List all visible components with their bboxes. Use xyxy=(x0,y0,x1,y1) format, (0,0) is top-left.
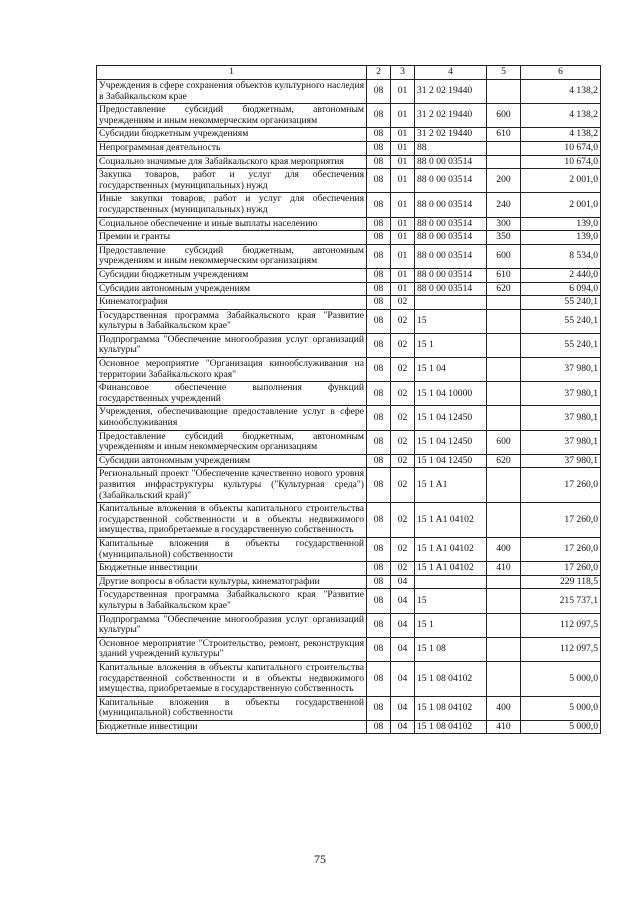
table-row xyxy=(97,562,601,576)
row-amount: 5 000,0 xyxy=(521,696,601,720)
row-amount: 37 980,1 xyxy=(521,454,601,468)
row-name: Субсидии бюджетным учреждениям xyxy=(97,268,367,282)
row-target-article: 15 1 A1 04102 xyxy=(415,503,487,538)
table-row xyxy=(97,231,601,245)
row-name: Подпрограмма "Обеспечение многообразия услуг организаций культуры" xyxy=(97,613,367,637)
row-expense-type xyxy=(487,468,521,503)
table-row xyxy=(97,661,601,696)
row-expense-type xyxy=(487,637,521,661)
row-subsection: 02 xyxy=(391,468,415,503)
row-expense-type xyxy=(487,406,521,430)
table-row xyxy=(97,696,601,720)
row-subsection: 01 xyxy=(391,193,415,217)
table-body xyxy=(97,80,601,734)
row-section: 08 xyxy=(367,537,391,561)
row-amount: 17 260,0 xyxy=(521,468,601,503)
row-target-article: 88 0 00 03514 xyxy=(415,217,487,231)
row-section: 08 xyxy=(367,80,391,104)
row-amount: 2 440,0 xyxy=(521,268,601,282)
row-name: Капитальные вложения в объекты капитального строительства государственной собственности и в объекты недвижимого имущества, приобретаемые в государственную собственность xyxy=(97,661,367,696)
row-name: Бюджетные инвестиции xyxy=(97,720,367,734)
table-row xyxy=(97,589,601,613)
row-target-article: 15 1 08 xyxy=(415,637,487,661)
row-subsection: 02 xyxy=(391,296,415,310)
row-amount: 17 260,0 xyxy=(521,562,601,576)
row-name: Капитальные вложения в объекты государственной (муниципальной) собственности xyxy=(97,696,367,720)
row-target-article: 88 0 00 03514 xyxy=(415,155,487,169)
row-section: 08 xyxy=(367,358,391,382)
row-amount: 5 000,0 xyxy=(521,720,601,734)
row-section: 08 xyxy=(367,333,391,357)
row-name: Премии и гранты xyxy=(97,231,367,245)
row-amount: 112 097,5 xyxy=(521,637,601,661)
row-target-article: 15 1 04 12450 xyxy=(415,406,487,430)
table-row xyxy=(97,193,601,217)
row-section: 08 xyxy=(367,430,391,454)
row-section: 08 xyxy=(367,193,391,217)
table-row xyxy=(97,309,601,333)
row-section: 08 xyxy=(367,231,391,245)
row-name: Основное мероприятие "Строительство, ремонт, реконструкция зданий учреждений культуры" xyxy=(97,637,367,661)
row-target-article: 31 2 02 19440 xyxy=(415,104,487,128)
row-section: 08 xyxy=(367,141,391,155)
page-number: 75 xyxy=(314,852,326,866)
row-expense-type: 350 xyxy=(487,231,521,245)
table-row xyxy=(97,503,601,538)
row-expense-type xyxy=(487,309,521,333)
row-target-article: 88 0 00 03514 xyxy=(415,169,487,193)
row-expense-type xyxy=(487,333,521,357)
row-target-article: 31 2 02 19440 xyxy=(415,80,487,104)
row-expense-type: 410 xyxy=(487,562,521,576)
row-expense-type: 300 xyxy=(487,217,521,231)
row-target-article xyxy=(415,575,487,589)
row-section: 08 xyxy=(367,217,391,231)
row-expense-type xyxy=(487,503,521,538)
row-section: 08 xyxy=(367,244,391,268)
row-target-article: 88 xyxy=(415,141,487,155)
row-section: 08 xyxy=(367,155,391,169)
row-subsection: 04 xyxy=(391,589,415,613)
header-cell-expense-type: 5 xyxy=(487,66,521,80)
row-section: 08 xyxy=(367,104,391,128)
row-expense-type xyxy=(487,589,521,613)
row-expense-type xyxy=(487,575,521,589)
row-name: Социально значимые для Забайкальского края мероприятия xyxy=(97,155,367,169)
row-subsection: 01 xyxy=(391,268,415,282)
row-subsection: 01 xyxy=(391,80,415,104)
row-expense-type: 200 xyxy=(487,169,521,193)
row-target-article: 15 1 xyxy=(415,333,487,357)
row-subsection: 04 xyxy=(391,637,415,661)
row-expense-type xyxy=(487,80,521,104)
table-row xyxy=(97,613,601,637)
row-target-article: 15 xyxy=(415,589,487,613)
table-row xyxy=(97,333,601,357)
row-subsection: 04 xyxy=(391,613,415,637)
row-name: Предоставление субсидий бюджетным, автономным учреждениям и иным некоммерческим организациям xyxy=(97,244,367,268)
row-expense-type: 410 xyxy=(487,720,521,734)
row-expense-type: 600 xyxy=(487,104,521,128)
table-row xyxy=(97,637,601,661)
row-expense-type xyxy=(487,661,521,696)
row-expense-type xyxy=(487,296,521,310)
row-name: Государственная программа Забайкальского края "Развитие культуры в Забайкальском крае" xyxy=(97,309,367,333)
table-row xyxy=(97,454,601,468)
row-expense-type: 620 xyxy=(487,454,521,468)
table-row xyxy=(97,141,601,155)
row-name: Закупка товаров, работ и услуг для обеспечения государственных (муниципальных) нужд xyxy=(97,169,367,193)
row-amount: 37 980,1 xyxy=(521,358,601,382)
row-target-article: 15 xyxy=(415,309,487,333)
table-row xyxy=(97,468,601,503)
row-section: 08 xyxy=(367,613,391,637)
budget-table xyxy=(96,65,601,734)
table-row xyxy=(97,155,601,169)
row-subsection: 04 xyxy=(391,720,415,734)
row-amount: 10 674,0 xyxy=(521,155,601,169)
row-name: Непрограммная деятельность xyxy=(97,141,367,155)
row-section: 08 xyxy=(367,454,391,468)
table-row xyxy=(97,169,601,193)
row-amount: 139,0 xyxy=(521,231,601,245)
row-name: Кинематография xyxy=(97,296,367,310)
row-amount: 55 240,1 xyxy=(521,309,601,333)
row-target-article: 31 2 02 19440 xyxy=(415,128,487,142)
row-target-article: 15 1 A1 04102 xyxy=(415,562,487,576)
row-subsection: 02 xyxy=(391,430,415,454)
table-row xyxy=(97,104,601,128)
table-row xyxy=(97,128,601,142)
header-row xyxy=(97,66,601,80)
row-expense-type: 600 xyxy=(487,430,521,454)
budget-table-sheet xyxy=(96,65,600,734)
table-row xyxy=(97,358,601,382)
table-row xyxy=(97,575,601,589)
row-subsection: 01 xyxy=(391,217,415,231)
row-amount: 139,0 xyxy=(521,217,601,231)
row-section: 08 xyxy=(367,169,391,193)
row-expense-type xyxy=(487,141,521,155)
row-name: Социальное обеспечение и иные выплаты населению xyxy=(97,217,367,231)
row-expense-type: 620 xyxy=(487,282,521,296)
table-row xyxy=(97,282,601,296)
row-name: Другие вопросы в области культуры, кинематографии xyxy=(97,575,367,589)
row-subsection: 01 xyxy=(391,282,415,296)
header-cell-target-article: 4 xyxy=(415,66,487,80)
row-name: Региональный проект "Обеспечение качественно нового уровня развития инфраструктуры культуры ("Культурная среда") (Забайкальский край)" xyxy=(97,468,367,503)
row-amount: 37 980,1 xyxy=(521,382,601,406)
row-expense-type: 240 xyxy=(487,193,521,217)
table-row xyxy=(97,430,601,454)
row-expense-type: 400 xyxy=(487,696,521,720)
header-cell-name: 1 xyxy=(97,66,367,80)
row-subsection: 01 xyxy=(391,141,415,155)
row-expense-type xyxy=(487,358,521,382)
row-target-article: 15 1 xyxy=(415,613,487,637)
header-cell-amount: 6 xyxy=(521,66,601,80)
row-name: Бюджетные инвестиции xyxy=(97,562,367,576)
row-target-article: 15 1 08 04102 xyxy=(415,720,487,734)
row-expense-type: 400 xyxy=(487,537,521,561)
row-amount: 2 001,0 xyxy=(521,169,601,193)
row-amount: 17 260,0 xyxy=(521,537,601,561)
row-section: 08 xyxy=(367,382,391,406)
row-name: Субсидии автономным учреждениям xyxy=(97,282,367,296)
row-amount: 6 094,0 xyxy=(521,282,601,296)
header-cell-subsection: 3 xyxy=(391,66,415,80)
row-target-article: 88 0 00 03514 xyxy=(415,193,487,217)
row-name: Предоставление субсидий бюджетным, автономным учреждениям и иным некоммерческим организациям xyxy=(97,430,367,454)
row-subsection: 01 xyxy=(391,231,415,245)
row-subsection: 02 xyxy=(391,309,415,333)
row-name: Предоставление субсидий бюджетным, автономным учреждениям и иным некоммерческим организациям xyxy=(97,104,367,128)
row-subsection: 04 xyxy=(391,661,415,696)
row-subsection: 02 xyxy=(391,454,415,468)
row-name: Государственная программа Забайкальского края "Развитие культуры в Забайкальском крае" xyxy=(97,589,367,613)
row-amount: 5 000,0 xyxy=(521,661,601,696)
row-subsection: 02 xyxy=(391,562,415,576)
row-section: 08 xyxy=(367,268,391,282)
row-amount: 215 737,1 xyxy=(521,589,601,613)
row-target-article: 15 1 04 xyxy=(415,358,487,382)
row-target-article: 15 1 04 12450 xyxy=(415,430,487,454)
table-row xyxy=(97,268,601,282)
row-amount: 2 001,0 xyxy=(521,193,601,217)
header-cell-section: 2 xyxy=(367,66,391,80)
row-amount: 4 138,2 xyxy=(521,104,601,128)
row-section: 08 xyxy=(367,696,391,720)
row-section: 08 xyxy=(367,309,391,333)
row-amount: 55 240,1 xyxy=(521,296,601,310)
row-section: 08 xyxy=(367,589,391,613)
row-section: 08 xyxy=(367,562,391,576)
row-amount: 10 674,0 xyxy=(521,141,601,155)
row-name: Субсидии бюджетным учреждениям xyxy=(97,128,367,142)
row-name: Учреждения, обеспечивающие предоставление услуг в сфере кинообслуживания xyxy=(97,406,367,430)
row-amount: 4 138,2 xyxy=(521,128,601,142)
row-target-article xyxy=(415,296,487,310)
row-name: Капитальные вложения в объекты капитального строительства государственной собственности и в объекты недвижимого имущества, приобретаемые в государственную собственность xyxy=(97,503,367,538)
row-section: 08 xyxy=(367,503,391,538)
row-target-article: 15 1 08 04102 xyxy=(415,696,487,720)
row-amount: 112 097,5 xyxy=(521,613,601,637)
row-amount: 8 534,0 xyxy=(521,244,601,268)
row-target-article: 15 1 A1 xyxy=(415,468,487,503)
row-subsection: 01 xyxy=(391,155,415,169)
row-amount: 4 138,2 xyxy=(521,80,601,104)
table-row xyxy=(97,80,601,104)
table-row xyxy=(97,296,601,310)
table-row xyxy=(97,244,601,268)
row-subsection: 01 xyxy=(391,244,415,268)
row-subsection: 02 xyxy=(391,406,415,430)
row-name: Капитальные вложения в объекты государственной (муниципальной) собственности xyxy=(97,537,367,561)
row-name: Подпрограмма "Обеспечение многообразия услуг организаций культуры" xyxy=(97,333,367,357)
row-target-article: 88 0 00 03514 xyxy=(415,268,487,282)
table-row xyxy=(97,217,601,231)
row-subsection: 02 xyxy=(391,382,415,406)
row-amount: 229 118,5 xyxy=(521,575,601,589)
row-expense-type: 600 xyxy=(487,244,521,268)
row-subsection: 01 xyxy=(391,169,415,193)
row-subsection: 04 xyxy=(391,575,415,589)
table-row xyxy=(97,537,601,561)
row-section: 08 xyxy=(367,637,391,661)
row-expense-type xyxy=(487,613,521,637)
row-amount: 37 980,1 xyxy=(521,406,601,430)
row-subsection: 02 xyxy=(391,358,415,382)
row-target-article: 88 0 00 03514 xyxy=(415,244,487,268)
row-target-article: 15 1 08 04102 xyxy=(415,661,487,696)
row-expense-type xyxy=(487,382,521,406)
row-target-article: 15 1 04 12450 xyxy=(415,454,487,468)
row-name: Финансовое обеспечение выполнения функций государственных учреждений xyxy=(97,382,367,406)
row-name: Иные закупки товаров, работ и услуг для обеспечения государственных (муниципальных) нужд xyxy=(97,193,367,217)
row-target-article: 15 1 04 10000 xyxy=(415,382,487,406)
row-subsection: 01 xyxy=(391,128,415,142)
row-section: 08 xyxy=(367,720,391,734)
row-name: Основное мероприятие "Организация кинообслуживания на территории Забайкальского края" xyxy=(97,358,367,382)
row-section: 08 xyxy=(367,282,391,296)
row-subsection: 04 xyxy=(391,696,415,720)
row-subsection: 02 xyxy=(391,503,415,538)
table-row xyxy=(97,406,601,430)
row-section: 08 xyxy=(367,575,391,589)
row-subsection: 02 xyxy=(391,537,415,561)
row-amount: 17 260,0 xyxy=(521,503,601,538)
row-subsection: 01 xyxy=(391,104,415,128)
row-target-article: 15 1 A1 04102 xyxy=(415,537,487,561)
row-expense-type: 610 xyxy=(487,128,521,142)
row-amount: 37 980,1 xyxy=(521,430,601,454)
row-subsection: 02 xyxy=(391,333,415,357)
row-target-article: 88 0 00 03514 xyxy=(415,282,487,296)
row-target-article: 88 0 00 03514 xyxy=(415,231,487,245)
row-section: 08 xyxy=(367,661,391,696)
row-section: 08 xyxy=(367,296,391,310)
row-name: Субсидии автономным учреждениям xyxy=(97,454,367,468)
table-row xyxy=(97,720,601,734)
row-section: 08 xyxy=(367,468,391,503)
row-section: 08 xyxy=(367,128,391,142)
table-row xyxy=(97,382,601,406)
row-expense-type xyxy=(487,155,521,169)
row-expense-type: 610 xyxy=(487,268,521,282)
row-section: 08 xyxy=(367,406,391,430)
row-name: Учреждения в сфере сохранения объектов культурного наследия в Забайкальском крае xyxy=(97,80,367,104)
row-amount: 55 240,1 xyxy=(521,333,601,357)
